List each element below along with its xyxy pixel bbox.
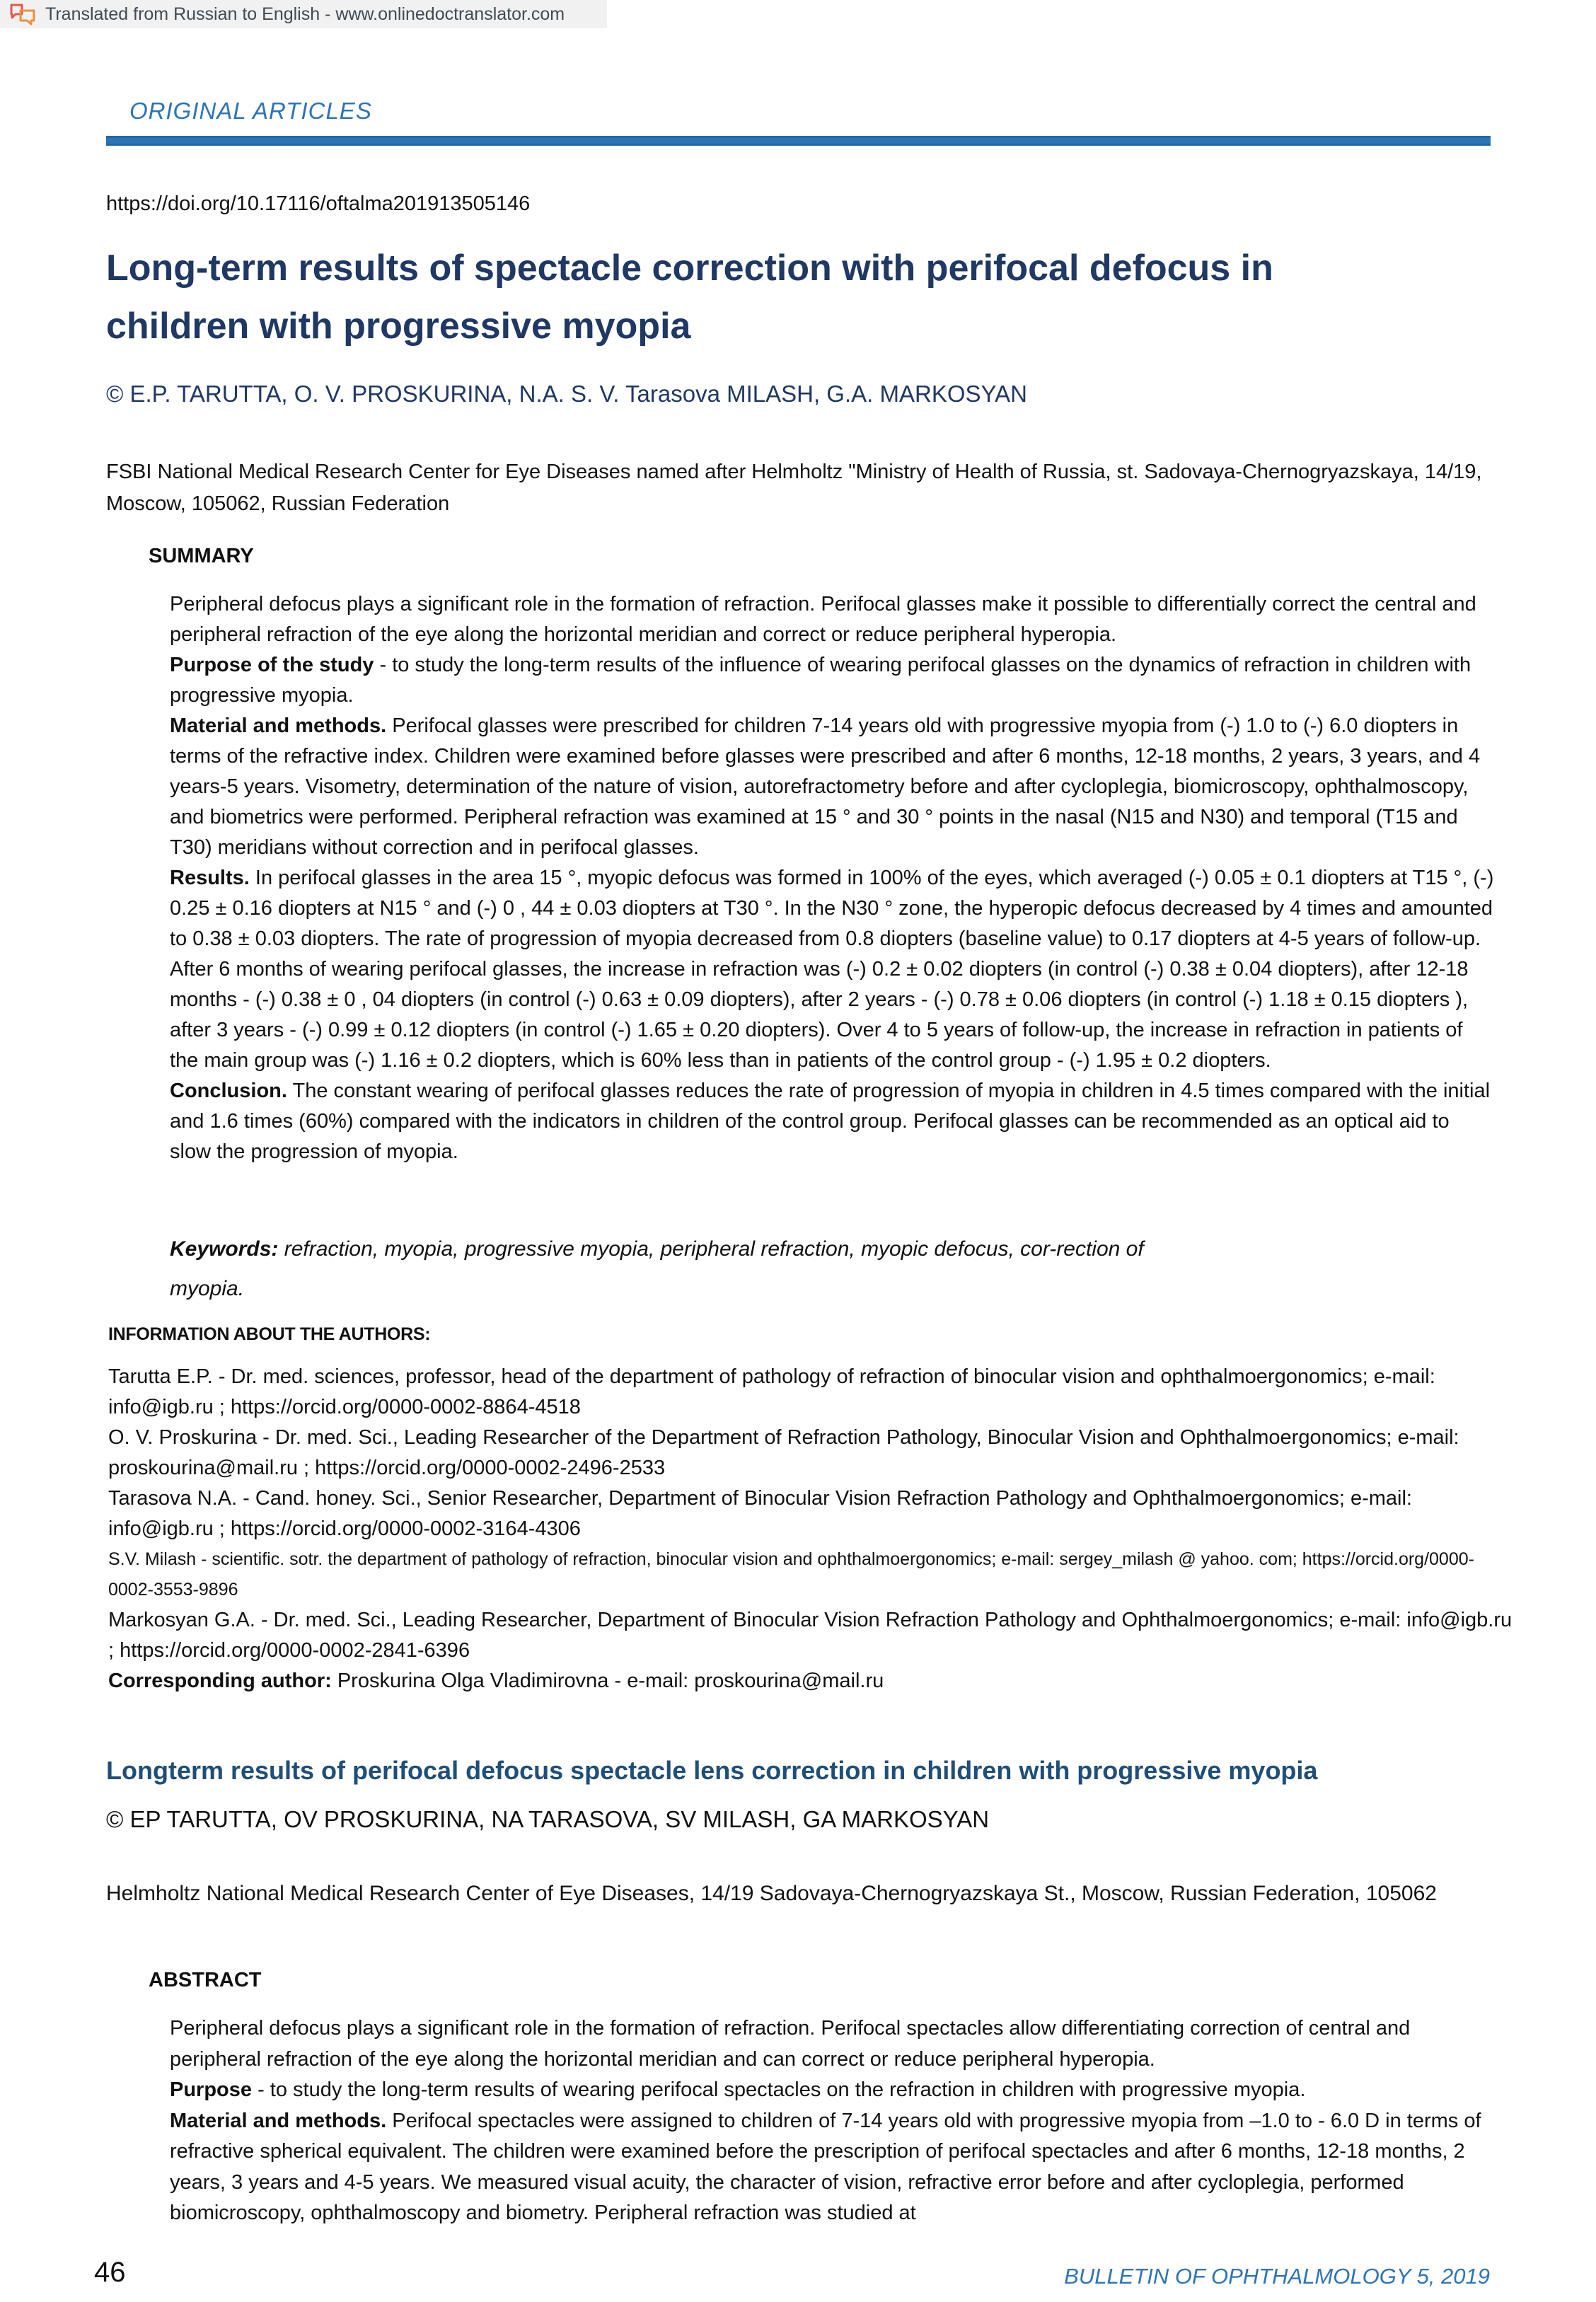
paragraph-label: Results. xyxy=(170,867,250,889)
translation-banner[interactable] xyxy=(0,0,607,28)
summary-paragraph xyxy=(170,1076,1494,1167)
authors-line-english: © EP TARUTTA, OV PROSKURINA, NA TARASOVA, SV MILASH, GA MARKOSYAN xyxy=(106,1806,990,1832)
section-label: ORIGINAL ARTICLES xyxy=(129,98,372,124)
keywords-text: refraction, myopia, progressive myopia, peripheral refraction, myopic defocus, cor-rection of myopia. xyxy=(170,1237,1144,1300)
authors-info-heading: INFORMATION ABOUT THE AUTHORS: xyxy=(108,1324,431,1344)
paragraph-text: Perifocal spectacles were assigned to children of 7-14 years old with progressive myopia from –1.0 to - 6.0 D in terms of refractive spherical equivalent. The children were examined before the prescription of perifocal spectacles and after 6 months, 12-18 months, 2 years, 3 years and 4-5 years. We measured visual acuity, the character of vision, refractive error before and after cycloplegia, performed biomicroscopy, ophthalmoscopy and biometry. Peripheral refraction was studied at xyxy=(170,2109,1481,2224)
keywords xyxy=(170,1230,1196,1309)
doi-text: https://doi.org/10.17116/oftalma201913505146 xyxy=(106,192,531,215)
paragraph-text: The constant wearing of perifocal glasses reduces the rate of progression of myopia in children in 4.5 times compared with the initial and 1.6 times (60%) compared with the indicators in children of the control group. Perifocal glasses can be recommended as an optical aid to slow the progression of myopia. xyxy=(170,1080,1491,1163)
summary-paragraph xyxy=(170,650,1494,711)
paragraph-text: In perifocal glasses in the area 15 °, myopic defocus was formed in 100% of the eyes, which averaged (-) 0.05 ± 0.1 diopters at T15 °, (-) 0.25 ± 0.16 diopters at N15 ° and (-) 0 , 44 ± 0.03 diopters at T30 °. In the N30 ° zone, the hyperopic defocus decreased by 4 times and amounted to 0.38 ± 0.03 diopters. The rate of progression of myopia decreased from 0.8 diopters (baseline value) to 0.17 diopters at 4-5 years of follow-up. After 6 months of wearing perifocal glasses, the increase in refraction was (-) 0.2 ± 0.02 diopters (in control (-) 0.38 ± 0.04 diopters), after 12-18 months - (-) 0.38 ± 0 , 04 diopters (in control (-) 0.63 ± 0.09 diopters), after 2 years - (-) 0.78 ± 0.06 diopters (in control (-) 1.18 ± 0.15 diopters ), after 3 years - (-) 0.99 ± 0.12 diopters (in control (-) 1.65 ± 0.20 diopters). Over 4 to 5 years of follow-up, the increase in refraction in patients of the main group was (-) 1.16 ± 0.2 diopters, which is 60% less than in patients of the control group - (-) 1.95 ± 0.2 diopters. xyxy=(170,867,1494,1072)
corresponding-author-label: Corresponding author: xyxy=(108,1670,332,1692)
translator-icon xyxy=(8,2,37,26)
paragraph-text: Peripheral defocus plays a significant role in the formation of refraction. Perifocal spectacles allow differentiating correction of central and peripheral refraction of the eye along the horizontal meridian and can correct or reduce peripheral hyperopia. xyxy=(170,2017,1411,2071)
author-entry: Tarasova N.A. - Cand. honey. Sci., Senior Researcher, Department of Binocular Vision Refraction Pathology and Ophthalmoergonomics; e-mail: info@igb.ru ; https://orcid.org/0000-0002-3164-4306 xyxy=(108,1487,1412,1540)
paragraph-label: Conclusion. xyxy=(170,1080,287,1102)
paragraph-label: Material and methods. xyxy=(170,2109,387,2132)
affiliation-translated: FSBI National Medical Research Center for Eye Diseases named after Helmholtz "Ministry of Health of Russia, st. Sadovaya-Chernogryazskaya, 14/19, Moscow, 105062, Russian Federation xyxy=(106,461,1482,515)
abstract-paragraph xyxy=(170,2075,1494,2106)
article-title-english: Longterm results of perifocal defocus spectacle lens correction in children with progressive myopia xyxy=(106,1756,1318,1785)
authors-line-translated: © E.P. TARUTTA, O. V. PROSKURINA, N.A. S. V. Tarasova MILASH, G.A. MARKOSYAN xyxy=(106,381,1027,407)
paragraph-text: Perifocal glasses were prescribed for children 7-14 years old with progressive myopia from (-) 1.0 to (-) 6.0 diopters in terms of the refractive index. Children were examined before glasses were prescribed and after 6 months, 12-18 months, 2 years, 3 years, and 4 years-5 years. Visometry, determination of the nature of vision, autorefractometry before and after cycloplegia, biomicroscopy, ophthalmoscopy, and biometrics were performed. Peripheral refraction was examined at 15 ° and 30 ° points in the nasal (N15 and N30) and temporal (T15 and T30) meridians without correction and in perifocal glasses. xyxy=(170,715,1481,859)
summary-paragraph xyxy=(170,711,1494,863)
affiliation-english: Helmholtz National Medical Research Center of Eye Diseases, 14/19 Sadovaya-Chernogryazskaya St., Moscow, Russian Federation, 105062 xyxy=(106,1882,1437,1905)
author-entry: S.V. Milash - scientific. sotr. the department of pathology of refraction, binocular vision and ophthalmoergonomics; e-mail: sergey_milash @ yahoo. com; https://orcid.org/0000-0002-3553-9896 xyxy=(108,1549,1474,1600)
journal-footer: BULLETIN OF OPHTHALMOLOGY 5, 2019 xyxy=(1064,2264,1490,2289)
abstract-body xyxy=(170,2013,1494,2229)
summary-body xyxy=(170,589,1494,1167)
summary-paragraph xyxy=(170,589,1494,650)
author-entry: Tarutta E.P. - Dr. med. sciences, professor, head of the department of pathology of refraction of binocular vision and ophthalmoergonomics; e-mail: info@igb.ru ; https://orcid.org/0000-0002-8864-4518 xyxy=(108,1365,1435,1418)
article-title-translated: Long-term results of spectacle correction with perifocal defocus in children with progressive myopia xyxy=(106,248,1273,347)
authors-info xyxy=(108,1362,1516,1696)
author-entry: Markosyan G.A. - Dr. med. Sci., Leading Researcher, Department of Binocular Vision Refraction Pathology and Ophthalmoergonomics; e-mail: info@igb.ru ; https://orcid.org/0000-0002-2841-6396 xyxy=(108,1609,1513,1662)
translation-banner-text: Translated from Russian to English - www.onlinedoctranslator.com xyxy=(45,4,565,24)
paragraph-text: - to study the long-term results of the influence of wearing perifocal glasses on the dynamics of refraction in children with progressive myopia. xyxy=(170,654,1471,707)
paragraph-text: - to study the long-term results of wearing perifocal spectacles on the refraction in children with progressive myopia. xyxy=(252,2078,1306,2101)
paragraph-label: Purpose xyxy=(170,2078,253,2101)
abstract-paragraph xyxy=(170,2106,1494,2229)
paragraph-label: Purpose of the study xyxy=(170,654,374,676)
summary-heading: SUMMARY xyxy=(149,545,254,567)
abstract-heading: ABSTRACT xyxy=(149,1969,262,1991)
corresponding-author xyxy=(108,1666,1516,1696)
paragraph-text: Peripheral defocus plays a significant role in the formation of refraction. Perifocal glasses make it possible to differentially correct the central and peripheral refraction of the eye along the horizontal meridian and correct or reduce peripheral hyperopia. xyxy=(170,593,1476,646)
paragraph-label: Material and methods. xyxy=(170,715,387,737)
author-entry: O. V. Proskurina - Dr. med. Sci., Leading Researcher of the Department of Refraction Pathology, Binocular Vision and Ophthalmoergonomics; e-mail: proskourina@mail.ru ; https://orcid.org/0000-0002-2496-2533 xyxy=(108,1426,1459,1479)
summary-paragraph xyxy=(170,863,1494,1076)
corresponding-author-text: Proskurina Olga Vladimirovna - e-mail: proskourina@mail.ru xyxy=(331,1670,884,1692)
header-rule xyxy=(106,136,1491,146)
abstract-paragraph xyxy=(170,2013,1494,2075)
page-number: 46 xyxy=(94,2257,126,2288)
keywords-label: Keywords: xyxy=(170,1237,279,1261)
